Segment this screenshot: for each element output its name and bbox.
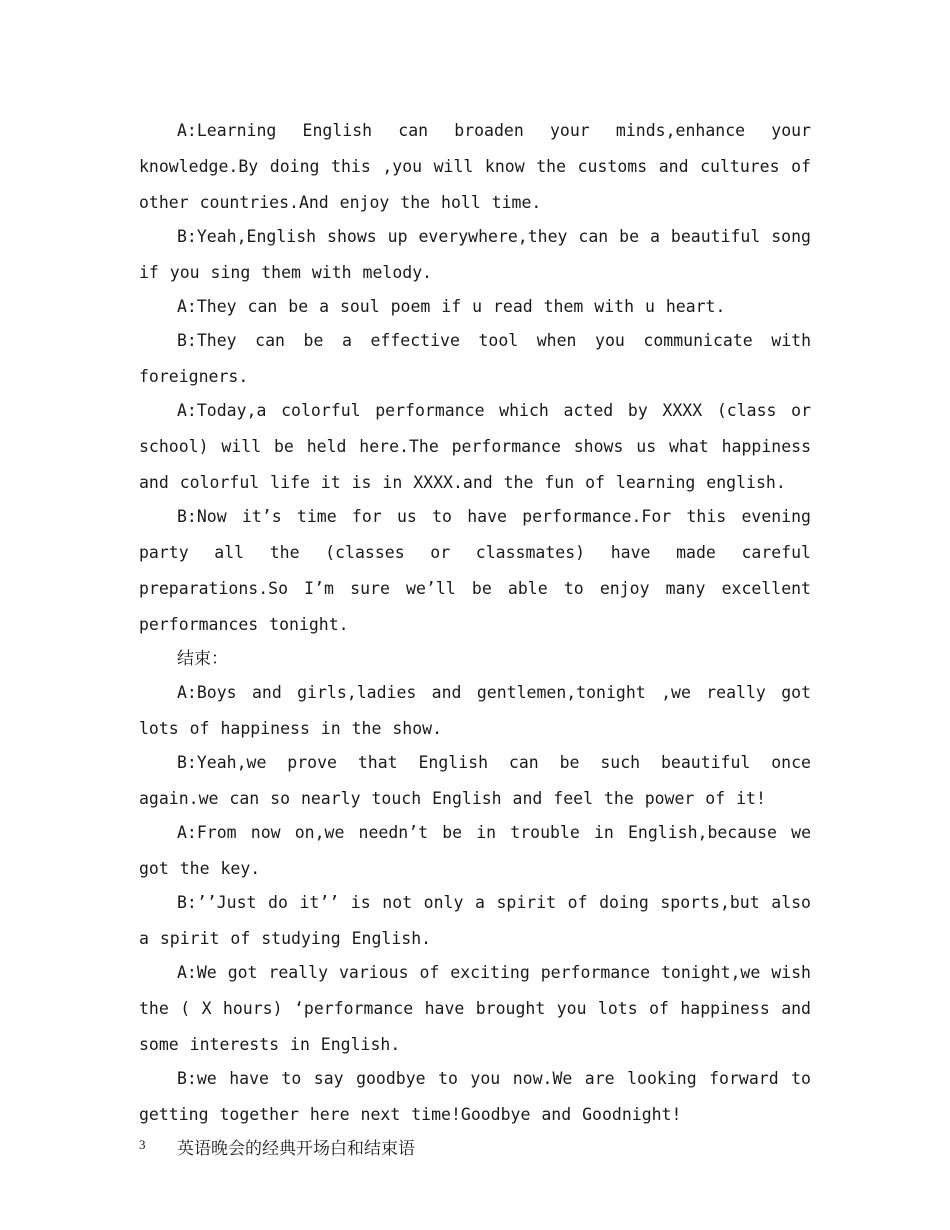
- paragraph-b-effective-tool: B:They can be a effective tool when you communicate with foreigners.: [139, 331, 811, 386]
- closing-title: 英语晚会的经典开场白和结束语: [177, 1139, 415, 1159]
- paragraph-b-english-everywhere: B:Yeah,English shows up everywhere,they can be a beautiful song if you sing them with melody.: [139, 227, 811, 282]
- paragraph-b-just-do-it: B:’’Just do it’’ is not only a spirit of doing sports,but also a spirit of studying English.: [139, 893, 811, 948]
- paragraph-b-prove-english: B:Yeah,we prove that English can be such beautiful once again.we can so nearly touch English and feel the power of it!: [139, 753, 811, 808]
- paragraph-b-time-for-performance: B:Now it’s time for us to have performance.For this evening party all the (classes or classmates) have made careful preparations.So I’m sure we’ll be able to enjoy many excellent performances tonight.: [139, 507, 811, 634]
- paragraph-a-soul-poem: A:They can be a soul poem if u read them with u heart.: [177, 297, 726, 316]
- paragraph-a-various-performance: A:We got really various of exciting performance tonight,we wish the ( X hours) ‘performance have brought you lots of happiness and some interests in English.: [139, 963, 811, 1054]
- paragraph-a-colorful-performance: A:Today,a colorful performance which acted by XXXX (class or school) will be held here.The performance shows us what happiness and colorful life it is in XXXX.and the fun of learning english.: [139, 401, 811, 492]
- paragraph-b-goodbye: B:we have to say goodbye to you now.We are looking forward to getting together here next time!Goodbye and Goodnight!: [139, 1069, 811, 1124]
- paragraph-a-boys-and-girls: A:Boys and girls,ladies and gentlemen,tonight ,we really got lots of happiness in the show.: [139, 683, 811, 738]
- section-heading-ending: 结束：: [177, 649, 228, 669]
- paragraph-a-from-now-on: A:From now on,we needn’t be in trouble in English,because we got the key.: [139, 823, 811, 878]
- page-number: 3: [139, 1137, 146, 1152]
- paragraph-a-learning-english: A:Learning English can broaden your minds,enhance your knowledge.By doing this ,you will know the customs and cultures of other countries.And enjoy the holl time.: [139, 121, 811, 212]
- document-body: [139, 113, 811, 1165]
